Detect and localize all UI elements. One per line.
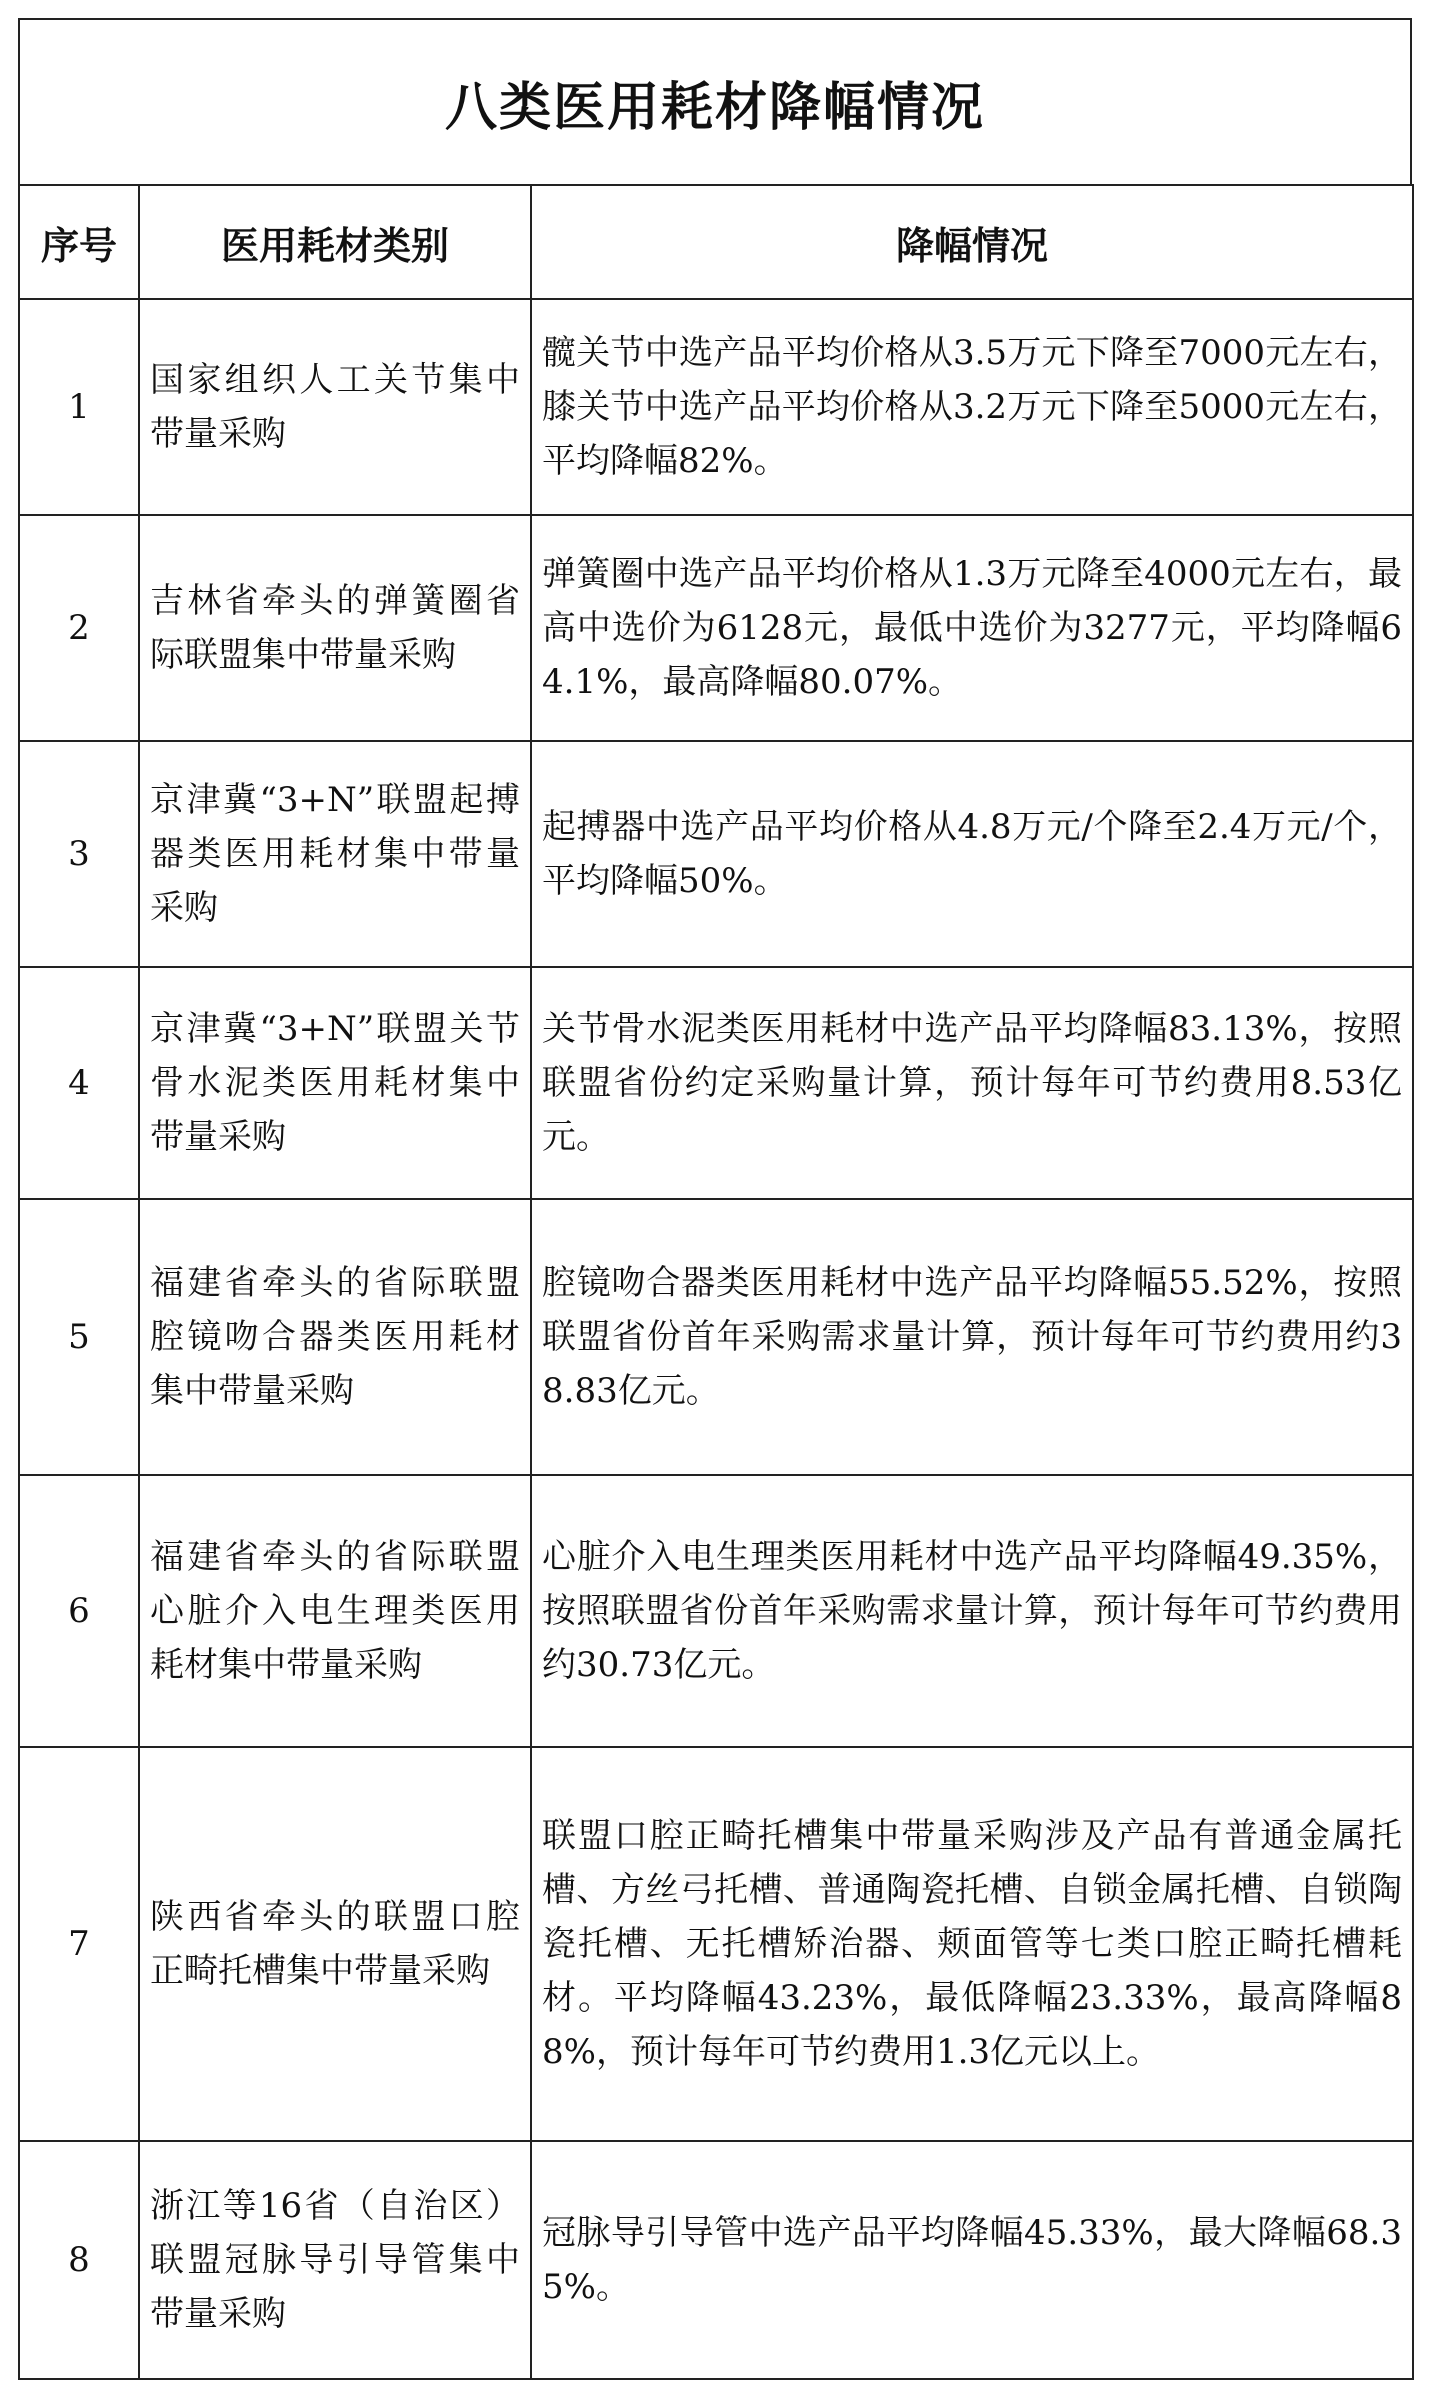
row-reduction: 髋关节中选产品平均价格从3.5万元下降至7000元左右，膝关节中选产品平均价格从3.2万元下降至5000元左右，平均降幅82%。 xyxy=(531,299,1413,515)
table-header-row xyxy=(19,185,1413,299)
row-index: 2 xyxy=(19,515,139,741)
table-row xyxy=(19,967,1413,1199)
row-reduction: 弹簧圈中选产品平均价格从1.3万元降至4000元左右，最高中选价为6128元，最低中选价为3277元，平均降幅64.1%，最高降幅80.07%。 xyxy=(531,515,1413,741)
header-index: 序号 xyxy=(19,185,139,299)
row-category: 京津冀“3+N”联盟关节骨水泥类医用耗材集中带量采购 xyxy=(139,967,531,1199)
table-row xyxy=(19,1747,1413,2141)
row-index: 3 xyxy=(19,741,139,967)
page-title: 八类医用耗材降幅情况 xyxy=(444,77,985,138)
row-category: 吉林省牵头的弹簧圈省际联盟集中带量采购 xyxy=(139,515,531,741)
row-index: 7 xyxy=(19,1747,139,2141)
row-category: 浙江等16省（自治区）联盟冠脉导引导管集中带量采购 xyxy=(139,2141,531,2379)
table-row xyxy=(19,2141,1413,2379)
row-reduction: 起搏器中选产品平均价格从4.8万元/个降至2.4万元/个，平均降幅50%。 xyxy=(531,741,1413,967)
row-reduction: 冠脉导引导管中选产品平均降幅45.33%，最大降幅68.35%。 xyxy=(531,2141,1413,2379)
row-reduction: 关节骨水泥类医用耗材中选产品平均降幅83.13%，按照联盟省份约定采购量计算，预计每年可节约费用8.53亿元。 xyxy=(531,967,1413,1199)
row-index: 1 xyxy=(19,299,139,515)
row-index: 8 xyxy=(19,2141,139,2379)
table-row xyxy=(19,1475,1413,1747)
header-category: 医用耗材类别 xyxy=(139,185,531,299)
reduction-table xyxy=(18,184,1414,2380)
row-index: 5 xyxy=(19,1199,139,1475)
table-row xyxy=(19,515,1413,741)
row-category: 福建省牵头的省际联盟心脏介入电生理类医用耗材集中带量采购 xyxy=(139,1475,531,1747)
row-category: 京津冀“3+N”联盟起搏器类医用耗材集中带量采购 xyxy=(139,741,531,967)
row-category: 福建省牵头的省际联盟腔镜吻合器类医用耗材集中带量采购 xyxy=(139,1199,531,1475)
table-row xyxy=(19,741,1413,967)
row-category: 国家组织人工关节集中带量采购 xyxy=(139,299,531,515)
title-box xyxy=(18,18,1412,184)
row-index: 4 xyxy=(19,967,139,1199)
row-reduction: 联盟口腔正畸托槽集中带量采购涉及产品有普通金属托槽、方丝弓托槽、普通陶瓷托槽、自锁金属托槽、自锁陶瓷托槽、无托槽矫治器、颊面管等七类口腔正畸托槽耗材。平均降幅43.23%，最低降幅23.33%，最高降幅88%，预计每年可节约费用1.3亿元以上。 xyxy=(531,1747,1413,2141)
row-category: 陕西省牵头的联盟口腔正畸托槽集中带量采购 xyxy=(139,1747,531,2141)
row-reduction: 腔镜吻合器类医用耗材中选产品平均降幅55.52%，按照联盟省份首年采购需求量计算，预计每年可节约费用约38.83亿元。 xyxy=(531,1199,1413,1475)
table-row xyxy=(19,1199,1413,1475)
row-reduction: 心脏介入电生理类医用耗材中选产品平均降幅49.35%，按照联盟省份首年采购需求量计算，预计每年可节约费用约30.73亿元。 xyxy=(531,1475,1413,1747)
row-index: 6 xyxy=(19,1475,139,1747)
table-row xyxy=(19,299,1413,515)
header-reduction: 降幅情况 xyxy=(531,185,1413,299)
document-page xyxy=(18,18,1412,2374)
